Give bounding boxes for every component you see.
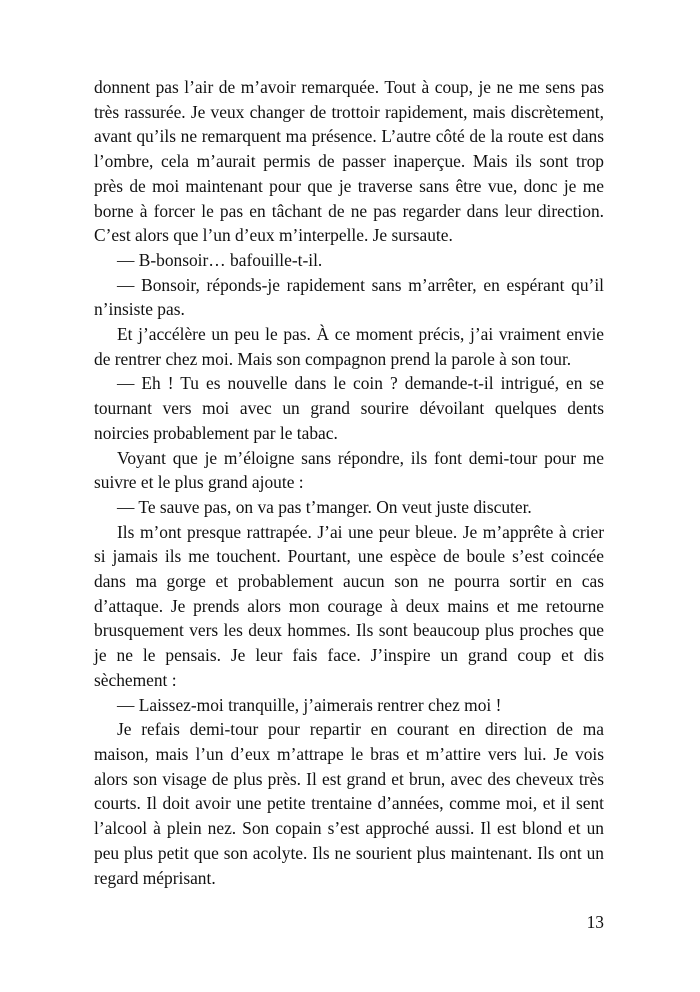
paragraph: — Bonsoir, réponds-je rapidement sans m’arrêter, en espérant qu’il n’insiste pas. [94, 274, 604, 320]
paragraph: donnent pas l’air de m’avoir remarquée. Tout à coup, je ne me sens pas très rassurée. Je veux changer de trottoir rapidement, mais discrètement, avant qu’ils ne remarquent ma présence. L’autre côté de la route est dans l’ombre, cela m’aurait permis de passer inaperçue. Mais ils sont trop près de moi maintenant pour que je traverse sans être vue, donc je me borne à forcer le pas en tâchant de ne pas regarder dans leur direction. C’est alors que l’un d’eux m’interpelle. Je sursaute. [94, 77, 604, 246]
paragraph: Et j’accélère un peu le pas. À ce moment précis, j’ai vraiment envie de rentrer chez moi. Mais son compagnon prend la parole à son tour. [94, 324, 604, 369]
paragraph: Ils m’ont presque rattrapée. J’ai une peur bleue. Je m’apprête à crier si jamais ils me touchent. Pourtant, une espèce de boule s’est coincée dans ma gorge et probablement aucun son ne pourra sortir en cas d’attaque. Je prends alors mon courage à deux mains et me retourne brusquement vers les deux hommes. Ils sont beaucoup plus proches que je ne le pensais. Je leur fais face. J’inspire un grand coup et dis sèchement : [94, 521, 604, 690]
paragraph: — B-bonsoir… bafouille-t-il. [117, 249, 323, 270]
paragraph: Voyant que je m’éloigne sans répondre, ils font demi-tour pour me suivre et le plus grand ajoute : [94, 447, 604, 493]
paragraph: — Laissez-moi tranquille, j’aimerais rentrer chez moi ! [117, 694, 502, 715]
page-body [94, 75, 604, 890]
page-number: 13 [586, 912, 604, 932]
paragraph: — Te sauve pas, on va pas t’manger. On veut juste discuter. [117, 496, 532, 517]
paragraph: Je refais demi-tour pour repartir en courant en direction de ma maison, mais l’un d’eux m’attrape le bras et m’attire vers lui. Je vois alors son visage de plus près. Il est grand et brun, avec des cheveux très courts. Il doit avoir une petite trentaine d’années, comme moi, et il sent l’alcool à plein nez. Son copain s’est approché aussi. Il est blond et un peu plus petit que son acolyte. Ils ne sourient plus maintenant. Ils ont un regard méprisant. [94, 719, 604, 888]
paragraph: — Eh ! Tu es nouvelle dans le coin ? demande-t-il intrigué, en se tournant vers moi avec un grand sourire dévoilant quelques dents noircies probablement par le tabac. [94, 373, 604, 443]
